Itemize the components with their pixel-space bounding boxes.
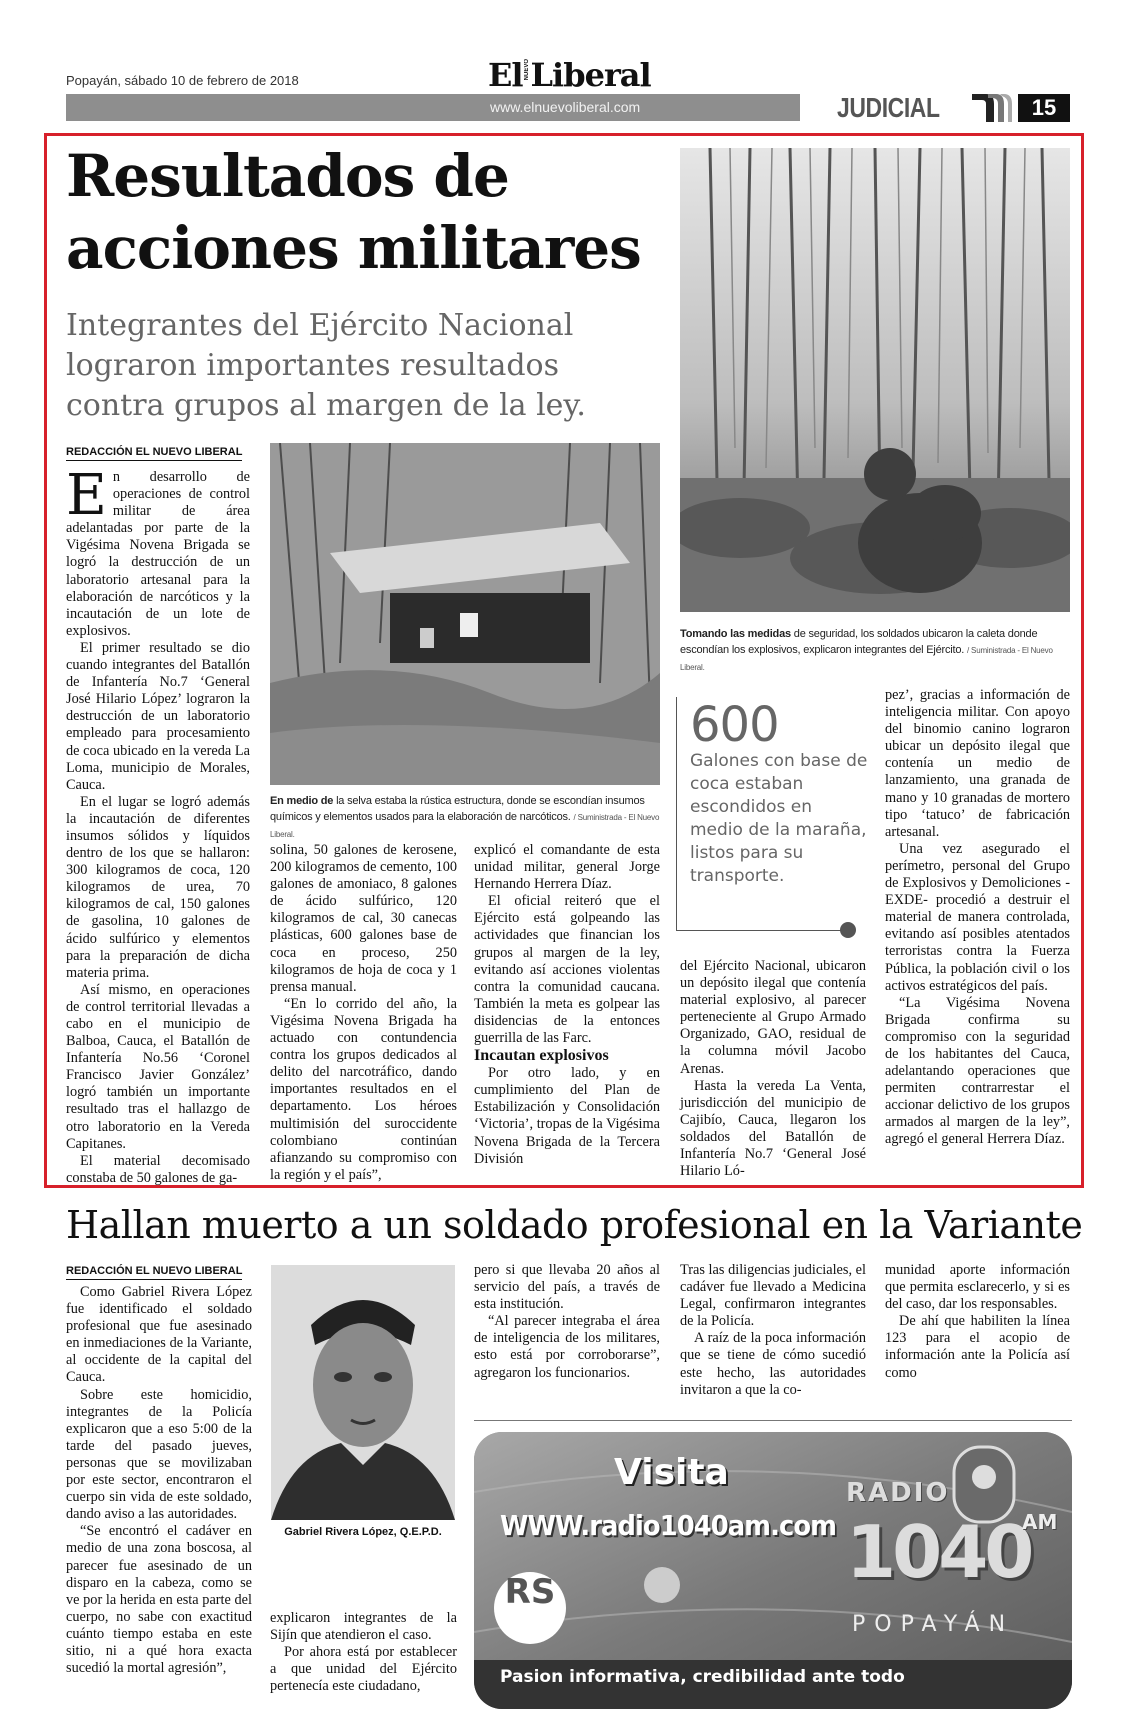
paragraph: De ahí que habiliten la línea 123 para el acopio de información ante la Policía así como: [885, 1313, 1070, 1381]
pullquote-text: Galones con base de coca estaban escondidos en medio de la maraña, listos para su transporte.: [690, 751, 868, 886]
article2-column-2: [270, 1610, 457, 1695]
advert-url[interactable]: WWW.radio1040am.com: [500, 1509, 837, 1542]
caption-lead: En medio de: [270, 795, 334, 807]
paragraph: Tras las diligencias judiciales, el cadáver fue llevado a Medicina Legal, confirmaron integrantes de la Policía.: [680, 1262, 866, 1330]
edition-date: Popayán, sábado 10 de febrero de 2018: [66, 73, 299, 88]
article1-byline: REDACCIÓN EL NUEVO LIBERAL: [66, 446, 242, 461]
advert-frequency: 1040: [846, 1510, 1031, 1594]
article2-column-1: [66, 1262, 252, 1677]
paragraph: A raíz de la poca información que se tiene de cómo sucedió este hecho, las autoridades invitaron a que la co-: [680, 1330, 866, 1398]
paragraph: Hasta la vereda La Venta, jurisdicción del municipio de Cajibío, Cauca, llegaron los soldados del Batallón de Infantería No.7 ‘General José Hilario Ló-: [680, 1077, 866, 1180]
logo-liberal: Liberal: [530, 56, 651, 94]
advert-rs-logo-icon: RS: [494, 1572, 566, 1644]
paragraph: n desarrollo de operaciones de control militar de área adelantadas por parte de la Vigésima Novena Brigada se logró la destrucción de un laboratorio artesanal para la elaboración de narcóticos y la incautación de un lote de explosivos.: [66, 469, 250, 639]
paragraph: solina, 50 galones de kerosene, 200 kilogramos de cemento, 100 galones de amoniaco, 8 galones de ácido sulfúrico, 120 kilogramos de cal, 30 canecas plásticas, 600 galones base de coca en proceso, 250 kilogramos de hoja de coca y 1 prensa manual.: [270, 842, 458, 995]
pullquote-rule-vertical: [676, 697, 677, 931]
advert-slogan: Pasion informativa, credibilidad ante todo: [500, 1667, 905, 1687]
paragraph: “La Vigésima Novena Brigada confirma su compromiso con la seguridad de los habitantes del Cauca, adelantando operaciones que permiten contrarrestar el accionar delictivo de los grupos armados al margen de la ley”, agregó el general Herrera Díaz.: [885, 994, 1070, 1148]
logo-el: El: [488, 56, 523, 94]
photo-forest-caption: [680, 626, 1070, 676]
article2-byline: REDACCIÓN EL NUEVO LIBERAL: [66, 1265, 242, 1280]
subheading: Incautan explosivos: [474, 1047, 609, 1065]
section-name: JUDICIAL: [837, 92, 940, 123]
masthead-logo: [488, 56, 651, 94]
paragraph: del Ejército Nacional, ubicaron un depósito ilegal que contenía material explosivo, al parecer perteneciente al Grupo Armado Organizado, GAO, residual de la columna móvil Jacobo Arenas.: [680, 958, 866, 1077]
paragraph: El primer resultado se dio cuando integrantes del Batallón de Infantería No.7 ‘General José Hilario López’ lograron la destrucción de un laboratorio empleado para procesamiento de coca ubicado en la vereda La Loma, municipio de Morales, Cauca.: [66, 639, 250, 793]
photo-jungle-caption: [270, 793, 660, 843]
caption-lead: Tomando las medidas: [680, 628, 791, 640]
paragraph: Por otro lado, y en cumplimiento del Plan de Estabilización y Consolidación ‘Victoria’, tropas de la Vigésima Novena Brigada de la Tercera División: [474, 1065, 660, 1167]
article2-column-5: [885, 1262, 1070, 1382]
page-number: 15: [1018, 94, 1070, 122]
header-bar: [66, 94, 800, 121]
paragraph: “Al parecer integraba el área de inteligencia de los militares, esto está por corroborarse”, agregaron los funcionarios.: [474, 1313, 660, 1381]
pullquote-number: 600: [690, 697, 779, 753]
article2-headline: Hallan muerto a un soldado profesional en la Variante: [66, 1203, 1083, 1247]
pullquote-rule-horizontal: [676, 930, 844, 931]
article1-column-5: [885, 687, 1070, 1149]
article1-column-2: [270, 842, 457, 1184]
paragraph: Una vez asegurado el perímetro, personal del Grupo de Explosivos y Demoliciones -EXDE- procedió a destruir el material de manera controlada, evitando así posibles atentados terroristas contra la Fuerza Pública, la población civil o los activos estratégicos del país.: [885, 840, 1070, 994]
article2-column-3: [474, 1262, 660, 1382]
paragraph: “En lo corrido del año, la Vigésima Novena Brigada ha actuado con contundencia contra los grupos dedicados al delito del narcotráfico, dando importantes resultados en el departamento. Los héroes multimisión del suroccidente colombiano continúan afianzando su compromiso con la región y el país”,: [270, 995, 457, 1183]
advert-top-rule: [474, 1420, 1072, 1421]
paragraph: Sobre este homicidio, integrantes de la Policía explicaron que a eso 5:00 de la tarde del pasado jueves, personas que se movilizaban por este sector, encontraron el cuerpo sin vida de este soldado, dando aviso a las autoridades.: [66, 1386, 252, 1523]
paragraph: En el lugar se logró además la incautación de diferentes insumos sólidos y líquidos dentro de los que se hallaron: 300 kilogramos de coca, 120 kilogramos de urea, 70 kilogramos de cal, 150 galones de gasolina, 10 galones de ácido sulfúrico y elementos para la preparación de dicha materia prima.: [66, 793, 250, 981]
advert-am-label: AM: [1022, 1510, 1058, 1534]
photo-credit: / Suministrada - El Nuevo Liberal.: [680, 646, 1053, 672]
paragraph: El material decomisado constaba de 50 galones de ga-: [66, 1152, 250, 1186]
article1-column-4: [680, 958, 866, 1180]
caption-text: de seguridad, los soldados ubicaron la caleta donde escondían los explosivos, explicaron integrantes del Ejército.: [680, 628, 1038, 656]
pullquote-dot-icon: [840, 922, 856, 938]
article-deck: Integrantes del Ejército Nacional lograron importantes resultados contra grupos al margen de la ley.: [66, 308, 586, 423]
portrait-caption: Gabriel Rivera López, Q.E.P.D.: [284, 1526, 442, 1538]
advert-radio-label: RADIO: [846, 1478, 950, 1508]
photo-forest-soldier: [680, 148, 1070, 612]
logo-nuevo: NUEVO: [523, 58, 530, 80]
paragraph: explicó el comandante de esta unidad militar, general Jorge Hernando Herrera Díaz.: [474, 842, 660, 893]
paragraph: El oficial reiteró que el Ejército está golpeando las actividades que financian los grupos al margen de la ley, evitando así acciones violentas contra la comunidad caucana. También la meta es golpear las disidencias de la entonces guerrilla de las Farc.: [474, 893, 660, 1047]
paragraph: explicaron integrantes de la Sijín que atendieron el caso.: [270, 1610, 457, 1644]
photo-credit: / Suministrada - El Nuevo Liberal.: [270, 813, 660, 839]
article1-column-1: [66, 443, 250, 1187]
article1-column-3: [474, 842, 660, 1168]
article-headline: Resultados de acciones militares: [66, 142, 641, 282]
advert-visita: Visita: [614, 1452, 729, 1493]
dropcap: E: [66, 463, 107, 528]
website-url: www.elnuevoliberal.com: [490, 99, 641, 115]
section-stripes-icon: [972, 94, 1012, 122]
paragraph: Por ahora está por establecer a que unidad del Ejército pertenecía este ciudadano,: [270, 1644, 457, 1695]
article2-column-4: [680, 1262, 866, 1399]
paragraph: Así mismo, en operaciones de control territorial llevadas a cabo en el municipio de Balboa, Cauca, el Batallón de Infantería No.56 ‘Coronel Francisco Javier González’ logró también un importante resultado tras el hallazgo de otro laboratorio en la Vereda Capitanes.: [66, 981, 250, 1152]
photo-jungle-lab: [270, 443, 660, 785]
caption-text: la selva estaba la rústica estructura, donde se escondían insumos químicos y elementos usados para la elaboración de narcóticos.: [270, 795, 645, 823]
paragraph: pez’, gracias a información de inteligencia militar. Con apoyo del binomio canino lograron ubicar un depósito ilegal que contenía un medio de lanzamiento, una granada de mano y 10 granadas de mortero tipo ‘tatuco’ de fabricación artesanal.: [885, 687, 1070, 840]
paragraph: munidad aporte información que permita esclarecerlo, y si es del caso, dar los responsables.: [885, 1262, 1070, 1313]
advert-city: POPAYÁN: [852, 1612, 1015, 1637]
paragraph: Como Gabriel Rivera López fue identificado el soldado profesional que fue asesinado en inmediaciones de la Variante, al occidente de la capital del Cauca.: [66, 1284, 252, 1386]
paragraph: “Se encontró el cadáver en medio de una zona boscosa, al parecer fue asesinado de un disparo en la cabeza, como se ve por la herida en esta parte del cuerpo, no sabe con exactitud cuánto tiempo estaba en este sitio, ni a qué hora exacta sucedió la mortal agresión”,: [66, 1523, 252, 1677]
photo-victim-portrait: [271, 1265, 455, 1520]
paragraph: pero si que llevaba 20 años al servicio del país, a través de esta institución.: [474, 1262, 660, 1313]
